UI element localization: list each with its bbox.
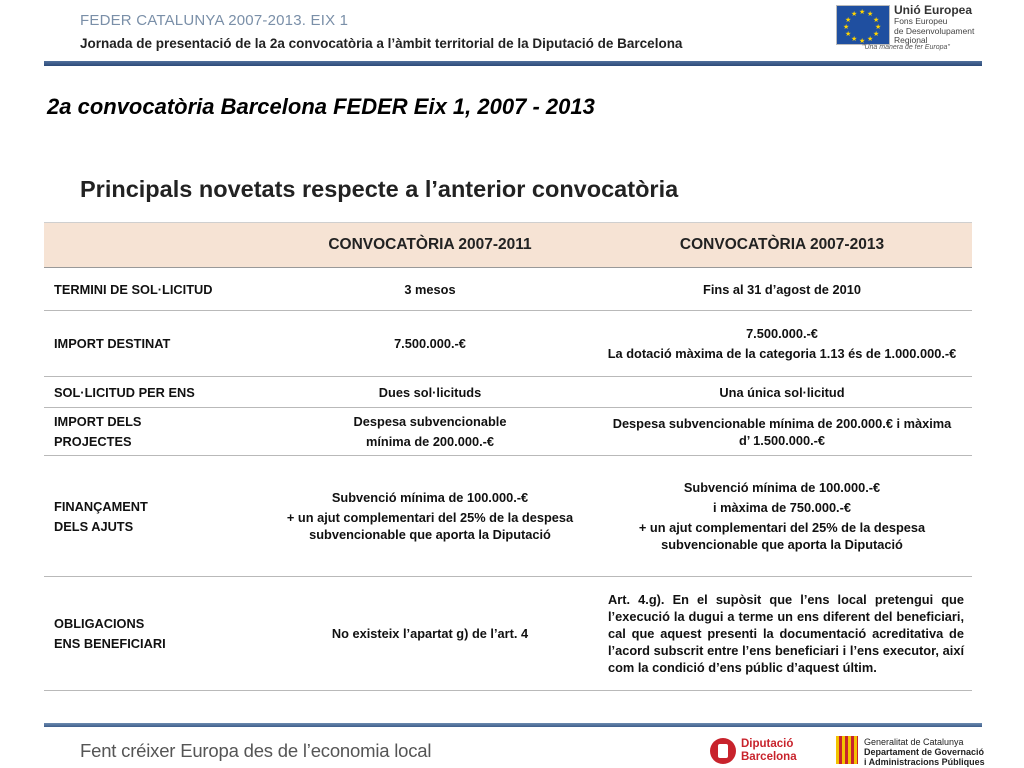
cell-2007-2011: Despesa subvencionable mínima de 200.000.-€ (268, 408, 592, 456)
generalitat-flag-icon (836, 736, 858, 764)
page-title: 2a convocatòria Barcelona FEDER Eix 1, 2007 - 2013 (47, 94, 595, 119)
row-label: OBLIGACIONS ENS BENEFICIARI (44, 577, 268, 691)
cell-2007-2011: 3 mesos (268, 268, 592, 311)
table-row (44, 408, 972, 456)
footer-divider (44, 723, 982, 727)
comparison-table (44, 222, 972, 691)
table-row (44, 577, 972, 691)
row-label: TERMINI DE SOL·LICITUD (44, 268, 268, 311)
row-label: FINANÇAMENT DELS AJUTS (44, 456, 268, 577)
eu-fund-name: Fons Europeu de Desenvolupament Regional (894, 16, 975, 45)
cell-2007-2013: Fins al 31 d’agost de 2010 (592, 268, 972, 311)
program-line: FEDER CATALUNYA 2007-2013. EIX 1 (80, 12, 349, 29)
table-row (44, 268, 972, 311)
cell-2007-2013: Una única sol·licitud (592, 377, 972, 408)
eu-flag-icon: ★ ★ ★ ★ ★ ★ ★ ★ ★ ★ ★ ★ (836, 5, 890, 45)
row-label: SOL·LICITUD PER ENS (44, 377, 268, 408)
column-header-empty (44, 223, 268, 268)
column-header-2007-2013: CONVOCATÒRIA 2007-2013 (592, 223, 972, 268)
footer-slogan: Fent créixer Europa des de l’economia local (80, 740, 432, 761)
table-row (44, 377, 972, 408)
cell-2007-2011: Dues sol·licituds (268, 377, 592, 408)
event-line: Jornada de presentació de la 2a convocatòria a l’àmbit territorial de la Diputació de Barcelona (80, 36, 683, 51)
cell-2007-2011: Subvenció mínima de 100.000.-€ + un ajut complementari del 25% de la despesa subvencionable que aporta la Diputació (268, 456, 592, 577)
cell-2007-2013: Subvenció mínima de 100.000.-€ i màxima de 750.000.-€ + un ajut complementari del 25% de la despesa subvencionable que aporta la Diputació (592, 456, 972, 577)
table-row (44, 311, 972, 377)
table-row (44, 456, 972, 577)
row-label: IMPORT DELS PROJECTES (44, 408, 268, 456)
diputacio-logo-text: Diputació Barcelona (741, 738, 797, 763)
eu-title: Unió Europea (894, 3, 973, 17)
eu-motto: "Una manera de fer Europa" (862, 44, 950, 51)
row-label: IMPORT DESTINAT (44, 311, 268, 377)
table-header-row (44, 223, 972, 268)
generalitat-logo-text: Generalitat de Catalunya Departament de Governació i Administracions Públiques (864, 737, 985, 767)
cell-2007-2011: 7.500.000.-€ (268, 311, 592, 377)
cell-2007-2011: No existeix l’apartat g) de l’art. 4 (268, 577, 592, 691)
header-divider (44, 61, 982, 66)
slide-header (0, 0, 1024, 70)
cell-2007-2013: 7.500.000.-€ La dotació màxima de la categoria 1.13 és de 1.000.000.-€ (592, 311, 972, 377)
column-header-2007-2011: CONVOCATÒRIA 2007-2011 (268, 223, 592, 268)
diputacio-logo-icon (710, 738, 736, 764)
section-subtitle: Principals novetats respecte a l’anterior convocatòria (80, 176, 679, 202)
cell-2007-2013: Art. 4.g). En el supòsit que l’ens local pretengui que l’execució la dugui a terme un ens diferent del beneficiari, cal que aquest presenti la documentació acreditativa de l’acord subscrit entre l’ens beneficiari i l’ens executor, així com la condició d’ens públic d’aquest últim. (592, 577, 972, 691)
cell-2007-2013: Despesa subvencionable mínima de 200.000.€ i màxima d’ 1.500.000.-€ (592, 408, 972, 456)
